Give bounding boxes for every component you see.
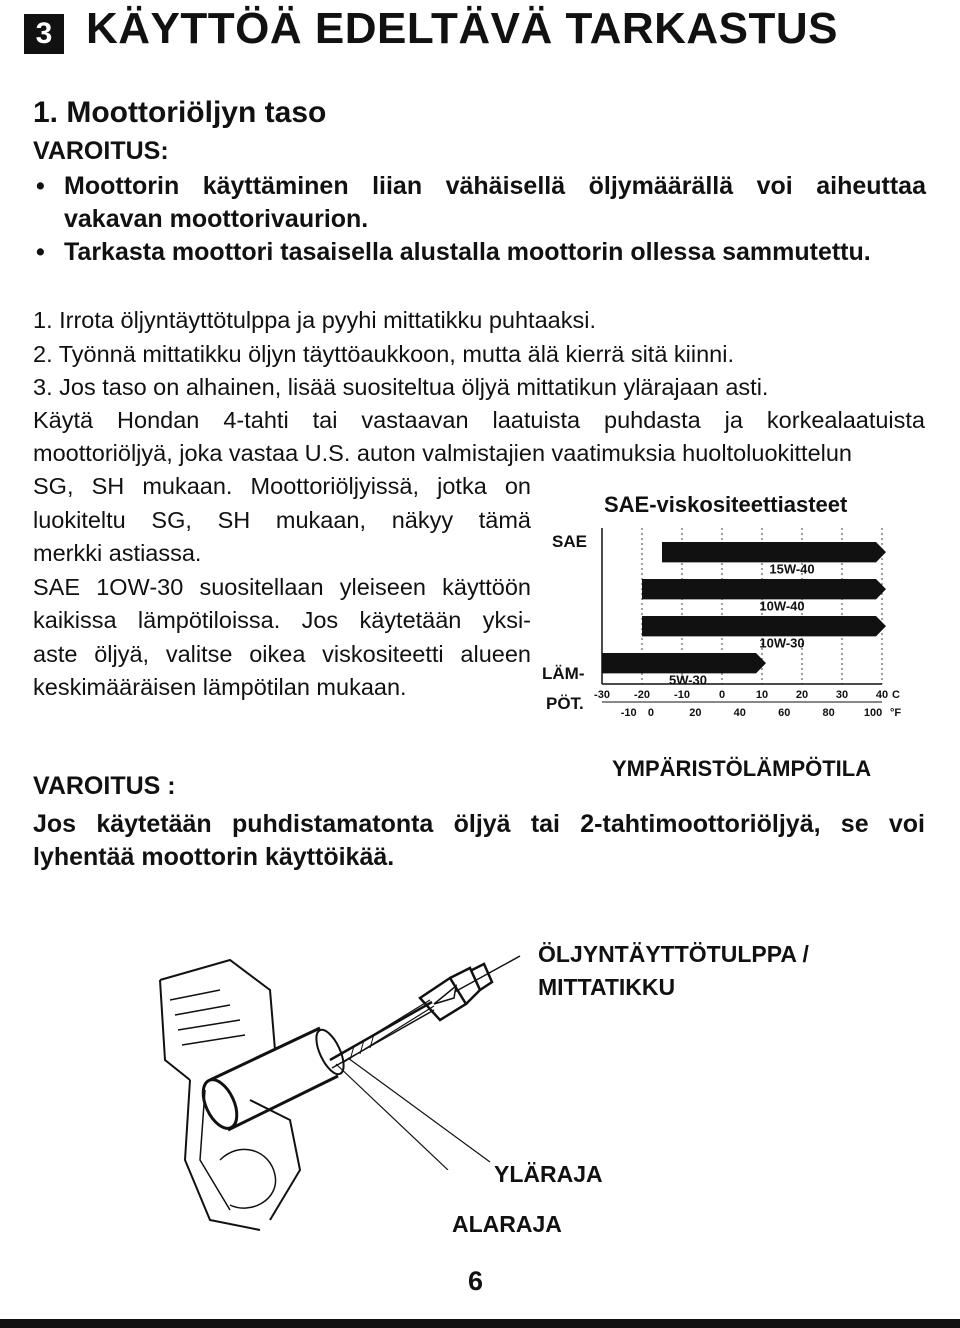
arrow-head-icon — [434, 986, 456, 1004]
text-line: merkki astiassa. — [33, 540, 202, 566]
chart-tick-fahrenheit: 60 — [778, 707, 791, 719]
chart-bar — [642, 579, 886, 599]
chart-tick-fahrenheit: 80 — [822, 707, 835, 719]
page-number: 6 — [468, 1266, 484, 1296]
text-line: aste öljyä, valitse oikea viskositeetti alueen — [33, 640, 531, 667]
callout-upper-limit: YLÄRAJA — [494, 1161, 603, 1187]
section-heading: 1. Moottoriöljyn taso — [33, 96, 327, 129]
chart-tick-celsius: 30 — [835, 689, 849, 701]
chart-bars — [602, 542, 886, 687]
upper-limit-leader — [348, 1058, 490, 1162]
chart-tick-fahrenheit: 100 — [863, 707, 883, 719]
text-line: SG, SH mukaan. Moottoriöljyissä, jotka on — [33, 473, 531, 499]
chart-tick-celsius: -10 — [674, 689, 690, 701]
chart-title: SAE-viskositeettiasteet — [604, 492, 848, 517]
warning-text: Tarkasta moottori tasaisella alustalla moottorin ollessa sammutettu. — [64, 238, 871, 266]
text-line: kaikissa lämpötiloissa. Jos käytetään yksi- — [33, 607, 531, 633]
chart-tick-celsius: 0 — [718, 689, 726, 701]
warning-text: Moottorin käyttäminen liian vähäisellä öljymäärällä voi aiheuttaa vakavan moottorivaurion. — [64, 172, 926, 233]
warning2-label: VAROITUS : — [33, 772, 176, 800]
text-line: keskimääräisen lämpötilan mukaan. — [33, 674, 407, 700]
text-line: luokiteltu SG, SH mukaan, näkyy tämä — [33, 506, 531, 533]
chart-xlabel-line-1: LÄM- — [542, 664, 585, 683]
chart-bar-label: 15W-40 — [769, 561, 815, 577]
chart-tick-celsius: 40 — [875, 689, 889, 701]
bullet-icon: • — [36, 238, 45, 266]
bottom-rule — [0, 1319, 960, 1328]
callout-lower-limit: ALARAJA — [452, 1211, 562, 1237]
section-number-badge: 3 — [24, 14, 64, 54]
chart-unit-fahrenheit: °F — [890, 707, 902, 719]
oil-spec-paragraph: Käytä Hondan 4-tahti tai vastaavan laatuista puhdasta ja korkealaatuista moottoriöljyä, joka vastaa U.S. auton valmistajien vaatimuksia huoltoluokittelun — [33, 407, 925, 466]
lower-limit-leader — [336, 1064, 448, 1170]
oil-spec-continued — [33, 470, 531, 705]
chart-tick-celsius: -20 — [634, 689, 650, 701]
chart-ambient-label: YMPÄRISTÖLÄMPÖTILA — [612, 756, 872, 781]
callout-arrows — [330, 940, 540, 1170]
chart-bar — [662, 542, 886, 562]
chart-tick-fahrenheit: 20 — [689, 707, 702, 719]
warning-label: VAROITUS: — [33, 137, 169, 165]
callout-line: ÖLJYNTÄYTTÖTULPPA / — [538, 941, 809, 967]
chart-bar-label: 10W-30 — [759, 635, 805, 651]
chart-tick-celsius: -30 — [594, 689, 610, 701]
engine-outline — [160, 960, 275, 1050]
chart-bar — [642, 616, 886, 636]
chart-tick-celsius: 10 — [755, 689, 769, 701]
step-item: 3. Jos taso on alhainen, lisää suositeltua öljyä mittatikun ylärajaan asti. — [33, 374, 769, 400]
chart-tick-fahrenheit: -10 — [620, 707, 637, 719]
chart-xlabel-line-2: PÖT. — [546, 694, 584, 713]
chart-bar — [602, 653, 766, 673]
text-line: SAE 1OW-30 suositellaan yleiseen käyttöön — [33, 573, 531, 600]
chart-unit-celsius: C — [892, 689, 900, 701]
callout-filler-cap — [538, 938, 809, 1004]
step-item: 1. Irrota öljyntäyttötulppa ja pyyhi mittatikku puhtaaksi. — [33, 307, 596, 333]
page-title: KÄYTTÖÄ EDELTÄVÄ TARKASTUS — [86, 4, 839, 53]
viscosity-chart — [590, 524, 910, 730]
chart-tick-celsius: 20 — [795, 689, 809, 701]
step-item: 2. Työnnä mittatikku öljyn täyttöaukkoon, mutta älä kierrä sitä kiinni. — [33, 340, 734, 367]
warning2-text: Jos käytetään puhdistamatonta öljyä tai 2-tahtimoottoriöljyä, se voi lyhentää moottorin käyttöikää. — [33, 810, 925, 871]
warning-bullet-2 — [36, 236, 871, 269]
chart-tick-fahrenheit: 40 — [733, 707, 746, 719]
chart-bar-label: 5W-30 — [668, 672, 708, 688]
chart-bar-label: 10W-40 — [759, 598, 805, 614]
chart-ylabel: SAE — [552, 532, 587, 551]
chart-axis — [594, 689, 901, 719]
callout-line: MITTATIKKU — [538, 974, 676, 1000]
bullet-icon: • — [36, 172, 45, 200]
warning-bullet-1 — [36, 170, 926, 236]
steps-list — [33, 304, 768, 405]
chart-tick-fahrenheit: 0 — [647, 707, 654, 719]
